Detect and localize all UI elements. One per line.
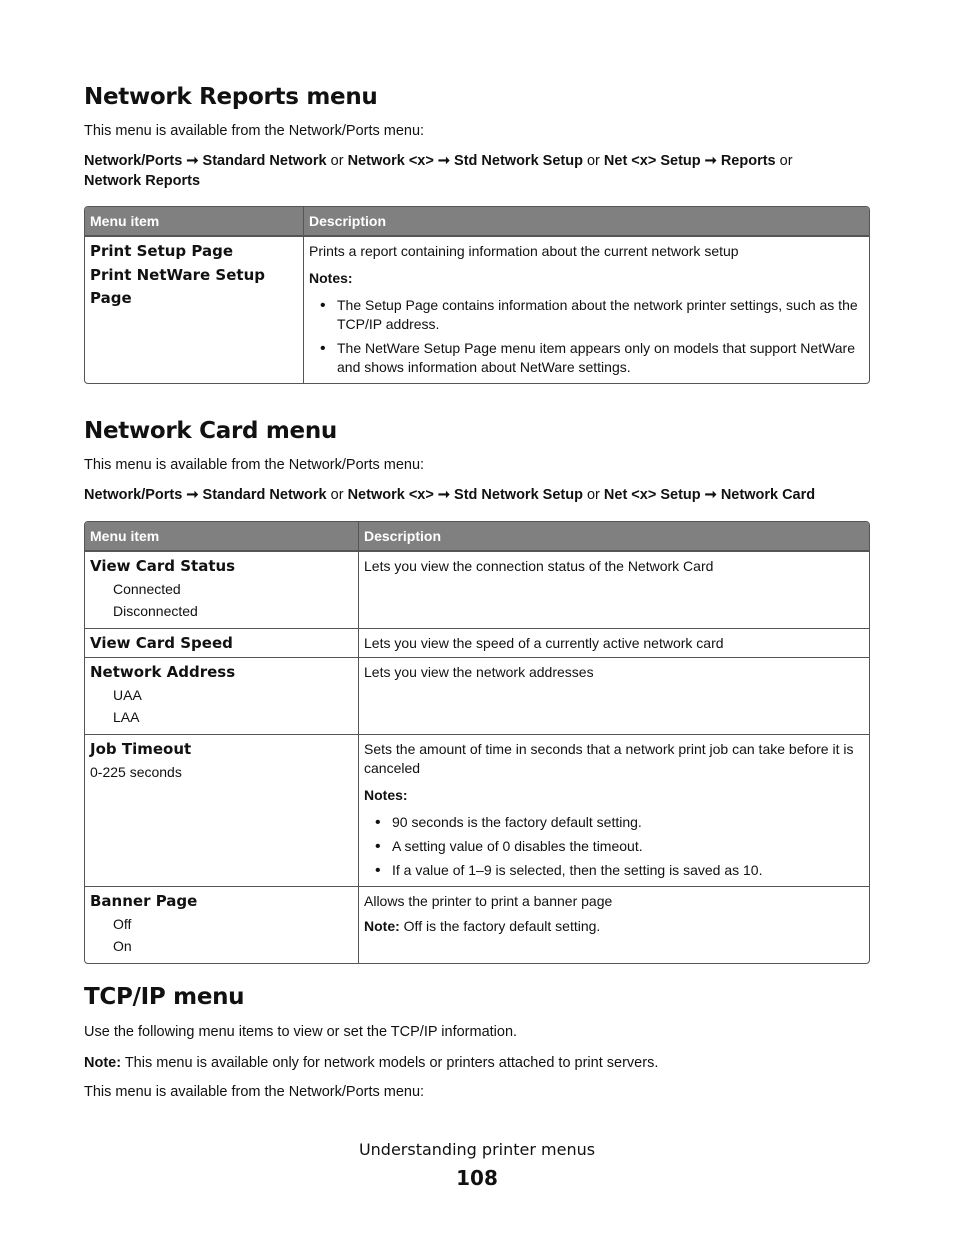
column-header-description: Description [303, 207, 869, 236]
table-row [85, 236, 869, 383]
menu-path-segment: or [775, 153, 793, 169]
section-title-network-card: Network Card menu [84, 418, 337, 444]
description-text: Lets you view the speed of a currently active network card [364, 635, 724, 651]
list-item: • The Setup Page contains information about the network printer settings, such as the TCP/IP address. [309, 296, 864, 334]
note-line [364, 917, 864, 936]
column-header-description: Description [358, 522, 869, 551]
menu-path-segment: ➞ [700, 487, 721, 503]
column-header-menu-item: Menu item [85, 522, 358, 551]
menu-item-name: Job Timeout [90, 740, 192, 758]
menu-path-segment: ➞ [433, 487, 455, 503]
list-item: • A setting value of 0 disables the timeout. [364, 837, 864, 856]
network-reports-table [84, 206, 870, 384]
menu-path [84, 151, 874, 191]
menu-path-segment: or [326, 153, 348, 169]
menu-path-segment: or [582, 153, 604, 169]
section-intro: This menu is available from the Network/Ports menu: [84, 123, 425, 139]
menu-path-segment: Std Network Setup [454, 487, 583, 503]
setting-value: Disconnected [113, 603, 198, 619]
notes-list [364, 813, 864, 880]
table-row [85, 628, 869, 657]
page-number: 108 [456, 1166, 498, 1190]
notes-label: Notes: [309, 270, 353, 286]
menu-path-segment: Network/Ports [84, 153, 183, 169]
menu-path-segment: ➞ [182, 487, 203, 503]
menu-path-segment: ➞ [182, 153, 203, 169]
menu-path-segment: Standard Network [202, 153, 327, 169]
menu-path [84, 485, 884, 505]
notes-list [309, 296, 864, 377]
table-row [85, 551, 869, 628]
description-text: Allows the printer to print a banner page [364, 893, 613, 909]
note-text: This menu is available only for network models or printers attached to print servers. [121, 1055, 659, 1071]
description-text: Lets you view the connection status of the Network Card [364, 558, 714, 574]
menu-item-name: Banner Page [90, 892, 198, 910]
menu-path-segment: Network <x> [347, 153, 434, 169]
menu-path-segment: Standard Network [202, 487, 327, 503]
network-card-table [84, 521, 870, 964]
list-item: • If a value of 1–9 is selected, then the setting is saved as 10. [364, 861, 864, 880]
menu-path-segment: Net <x> Setup [603, 153, 701, 169]
setting-value: LAA [113, 709, 140, 725]
column-header-menu-item: Menu item [85, 207, 303, 236]
menu-path-segment: Net <x> Setup [603, 487, 701, 503]
section-title-network-reports: Network Reports menu [84, 84, 378, 110]
menu-item-name: View Card Speed [90, 634, 233, 652]
section-paragraph: This menu is available from the Network/Ports menu: [84, 1084, 425, 1100]
list-item: • 90 seconds is the factory default setting. [364, 813, 864, 832]
table-row [85, 734, 869, 886]
section-title-tcpip: TCP/IP menu [84, 984, 245, 1010]
section-intro: This menu is available from the Network/Ports menu: [84, 457, 425, 473]
menu-item-name: View Card Status [90, 557, 236, 575]
setting-value: On [113, 938, 132, 954]
note-line [84, 1054, 658, 1072]
setting-value: Off [113, 916, 132, 932]
footer-chapter-title: Understanding printer menus [358, 1140, 596, 1159]
table-row [85, 886, 869, 963]
menu-path-segment: Network Card [720, 487, 816, 503]
table-row [85, 657, 869, 734]
setting-value: 0-225 seconds [90, 764, 182, 780]
notes-label: Notes: [364, 787, 408, 803]
menu-path-segment: Reports [720, 153, 776, 169]
menu-path-segment: ➞ [433, 153, 455, 169]
description-text: Lets you view the network addresses [364, 664, 594, 680]
note-label: Note: [84, 1055, 122, 1071]
description-text: Prints a report containing information about the current network setup [309, 243, 739, 259]
menu-item-name: Print NetWare Setup Page [90, 266, 265, 307]
menu-path-segment: Network <x> [347, 487, 434, 503]
menu-path-segment: or [326, 487, 348, 503]
menu-path-segment: Network Reports [84, 173, 201, 189]
menu-item-name: Network Address [90, 663, 236, 681]
description-text: Sets the amount of time in seconds that a network print job can take before it is canceled [364, 741, 854, 776]
note-label: Note: [364, 918, 400, 934]
note-text: Off is the factory default setting. [399, 918, 601, 934]
setting-value: Connected [113, 581, 181, 597]
section-paragraph: Use the following menu items to view or set the TCP/IP information. [84, 1024, 518, 1040]
menu-path-segment: Std Network Setup [454, 153, 583, 169]
menu-path-segment: Network/Ports [84, 487, 183, 503]
list-item: • The NetWare Setup Page menu item appears only on models that support NetWare and shows information about NetWare settings. [309, 339, 864, 377]
setting-value: UAA [113, 687, 142, 703]
menu-path-segment: ➞ [700, 153, 721, 169]
menu-path-segment: or [582, 487, 604, 503]
menu-item-name: Print Setup Page [90, 242, 234, 260]
